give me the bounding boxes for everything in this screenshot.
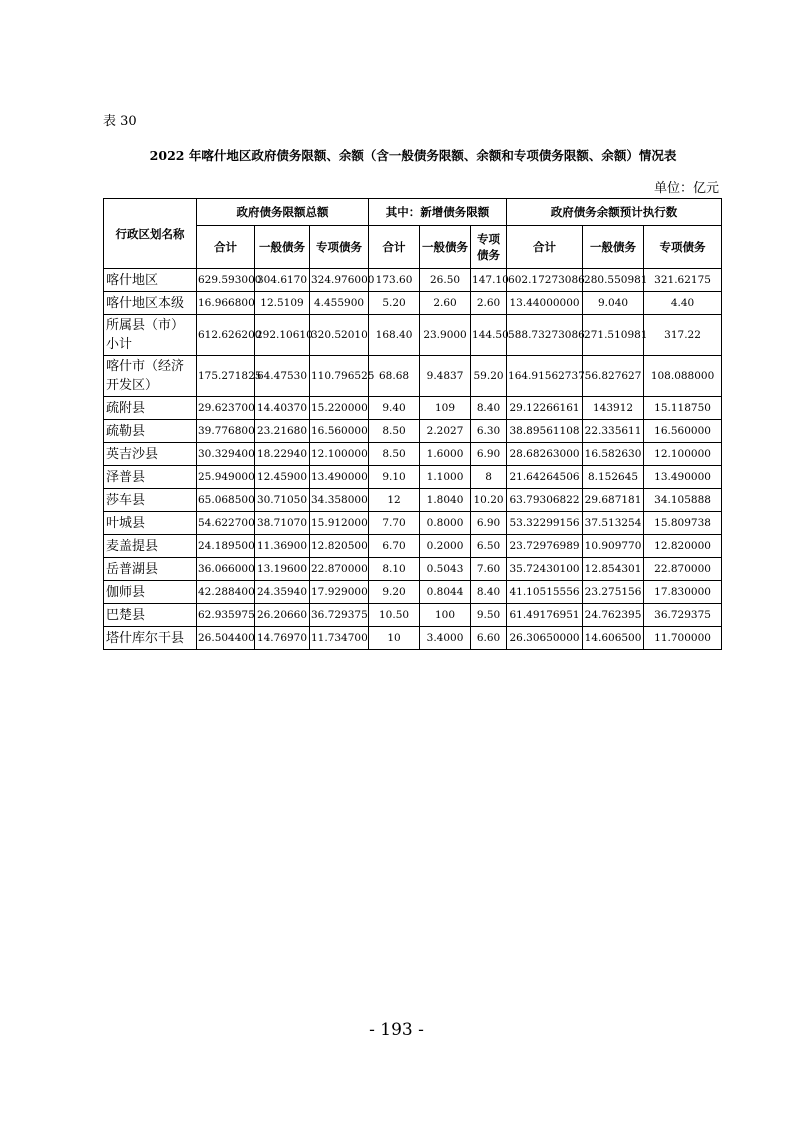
value-cell: 42.288400 [197, 581, 255, 604]
table-row [104, 558, 722, 581]
subheader-special: 专项债务 [310, 226, 369, 269]
value-cell: 6.60 [471, 627, 507, 650]
value-cell: 9.50 [471, 604, 507, 627]
table-row [104, 356, 722, 397]
value-cell: 61.49176951 [507, 604, 583, 627]
table-row [104, 512, 722, 535]
value-cell: 0.5043 [420, 558, 471, 581]
value-cell: 68.68 [369, 356, 420, 397]
value-cell: 271.510981 [583, 315, 644, 356]
value-cell: 147.10 [471, 269, 507, 292]
value-cell: 38.89561108 [507, 420, 583, 443]
value-cell: 173.60 [369, 269, 420, 292]
table-row [104, 489, 722, 512]
value-cell: 54.622700 [197, 512, 255, 535]
value-cell: 25.949000 [197, 466, 255, 489]
value-cell: 10.50 [369, 604, 420, 627]
value-cell: 9.20 [369, 581, 420, 604]
value-cell: 15.220000 [310, 397, 369, 420]
value-cell: 37.513254 [583, 512, 644, 535]
value-cell: 16.560000 [310, 420, 369, 443]
region-name-cell: 麦盖提县 [104, 535, 197, 558]
value-cell: 14.76970 [255, 627, 310, 650]
value-cell: 36.729375 [310, 604, 369, 627]
region-name-cell: 疏附县 [104, 397, 197, 420]
value-cell: 35.72430100 [507, 558, 583, 581]
value-cell: 22.870000 [644, 558, 722, 581]
value-cell: 16.966800 [197, 292, 255, 315]
value-cell: 9.10 [369, 466, 420, 489]
value-cell: 8.50 [369, 420, 420, 443]
value-cell: 11.734700 [310, 627, 369, 650]
page-number: - 193 - [369, 1020, 424, 1040]
subheader-total: 合计 [369, 226, 420, 269]
table-row [104, 535, 722, 558]
value-cell: 10.909770 [583, 535, 644, 558]
value-cell: 12.854301 [583, 558, 644, 581]
region-name-cell: 喀什地区 [104, 269, 197, 292]
value-cell: 22.335611 [583, 420, 644, 443]
value-cell: 8.40 [471, 581, 507, 604]
value-cell: 24.762395 [583, 604, 644, 627]
value-cell: 0.2000 [420, 535, 471, 558]
value-cell: 30.71050 [255, 489, 310, 512]
table-row [104, 581, 722, 604]
region-name-cell: 所属县（市）小计 [104, 315, 197, 356]
table-row [104, 420, 722, 443]
value-cell: 63.79306822 [507, 489, 583, 512]
value-cell: 14.606500 [583, 627, 644, 650]
value-cell: 164.91562737 [507, 356, 583, 397]
value-cell: 12 [369, 489, 420, 512]
region-name-cell: 喀什市（经济开发区） [104, 356, 197, 397]
subheader-general: 一般债务 [583, 226, 644, 269]
value-cell: 321.62175 [644, 269, 722, 292]
value-cell: 11.700000 [644, 627, 722, 650]
subheader-general: 一般债务 [255, 226, 310, 269]
value-cell: 5.20 [369, 292, 420, 315]
subheader-total: 合计 [197, 226, 255, 269]
value-cell: 24.189500 [197, 535, 255, 558]
value-cell: 9.40 [369, 397, 420, 420]
value-cell: 629.593000 [197, 269, 255, 292]
value-cell: 4.455900 [310, 292, 369, 315]
value-cell: 6.90 [471, 512, 507, 535]
value-cell: 65.068500 [197, 489, 255, 512]
value-cell: 26.50 [420, 269, 471, 292]
value-cell: 26.504400 [197, 627, 255, 650]
subheader-special: 专项债务 [471, 226, 507, 269]
header-region: 行政区划名称 [104, 199, 197, 269]
value-cell: 36.066000 [197, 558, 255, 581]
value-cell: 11.36900 [255, 535, 310, 558]
value-cell: 4.40 [644, 292, 722, 315]
value-cell: 41.10515556 [507, 581, 583, 604]
value-cell: 13.44000000 [507, 292, 583, 315]
value-cell: 12.45900 [255, 466, 310, 489]
subheader-general: 一般债务 [420, 226, 471, 269]
value-cell: 0.8044 [420, 581, 471, 604]
value-cell: 39.776800 [197, 420, 255, 443]
value-cell: 24.35940 [255, 581, 310, 604]
value-cell: 8.40 [471, 397, 507, 420]
value-cell: 0.8000 [420, 512, 471, 535]
value-cell: 36.729375 [644, 604, 722, 627]
region-name-cell: 莎车县 [104, 489, 197, 512]
value-cell: 110.796525 [310, 356, 369, 397]
value-cell: 26.20660 [255, 604, 310, 627]
subheader-special: 专项债务 [644, 226, 722, 269]
table-row [104, 292, 722, 315]
value-cell: 12.820500 [310, 535, 369, 558]
value-cell: 12.100000 [644, 443, 722, 466]
value-cell: 109 [420, 397, 471, 420]
value-cell: 22.870000 [310, 558, 369, 581]
value-cell: 15.809738 [644, 512, 722, 535]
region-name-cell: 喀什地区本级 [104, 292, 197, 315]
region-name-cell: 岳普湖县 [104, 558, 197, 581]
value-cell: 6.70 [369, 535, 420, 558]
value-cell: 317.22 [644, 315, 722, 356]
value-cell: 324.976000 [310, 269, 369, 292]
value-cell: 1.6000 [420, 443, 471, 466]
region-name-cell: 叶城县 [104, 512, 197, 535]
value-cell: 304.6170 [255, 269, 310, 292]
value-cell: 2.60 [471, 292, 507, 315]
value-cell: 602.17273086 [507, 269, 583, 292]
value-cell: 29.12266161 [507, 397, 583, 420]
value-cell: 612.626200 [197, 315, 255, 356]
value-cell: 13.490000 [644, 466, 722, 489]
value-cell: 26.30650000 [507, 627, 583, 650]
subheader-total: 合计 [507, 226, 583, 269]
value-cell: 6.90 [471, 443, 507, 466]
value-cell: 28.68263000 [507, 443, 583, 466]
value-cell: 59.20 [471, 356, 507, 397]
value-cell: 23.72976989 [507, 535, 583, 558]
value-cell: 12.820000 [644, 535, 722, 558]
table-row [104, 315, 722, 356]
table-row [104, 443, 722, 466]
table-row [104, 627, 722, 650]
value-cell: 9.040 [583, 292, 644, 315]
value-cell: 1.1000 [420, 466, 471, 489]
header-debt-limit-total: 政府债务限额总额 [197, 199, 369, 226]
value-cell: 62.935975 [197, 604, 255, 627]
value-cell: 168.40 [369, 315, 420, 356]
value-cell: 15.912000 [310, 512, 369, 535]
region-name-cell: 疏勒县 [104, 420, 197, 443]
table-row [104, 466, 722, 489]
value-cell: 12.100000 [310, 443, 369, 466]
value-cell: 2.60 [420, 292, 471, 315]
value-cell: 34.358000 [310, 489, 369, 512]
value-cell: 23.9000 [420, 315, 471, 356]
value-cell: 10.20 [471, 489, 507, 512]
value-cell: 292.10610 [255, 315, 310, 356]
header-new-debt-limit: 其中：新增债务限额 [369, 199, 507, 226]
value-cell: 6.30 [471, 420, 507, 443]
value-cell: 12.5109 [255, 292, 310, 315]
value-cell: 3.4000 [420, 627, 471, 650]
value-cell: 17.830000 [644, 581, 722, 604]
value-cell: 108.088000 [644, 356, 722, 397]
value-cell: 10 [369, 627, 420, 650]
region-name-cell: 巴楚县 [104, 604, 197, 627]
value-cell: 100 [420, 604, 471, 627]
table-number: 表 30 [103, 114, 137, 129]
value-cell: 280.550981 [583, 269, 644, 292]
header-debt-balance: 政府债务余额预计执行数 [507, 199, 722, 226]
value-cell: 144.50 [471, 315, 507, 356]
value-cell: 56.827627 [583, 356, 644, 397]
debt-table [103, 198, 722, 650]
value-cell: 320.52010 [310, 315, 369, 356]
value-cell: 17.929000 [310, 581, 369, 604]
value-cell: 53.32299156 [507, 512, 583, 535]
value-cell: 8.152645 [583, 466, 644, 489]
unit-label: 单位：亿元 [653, 181, 719, 196]
value-cell: 175.271825 [197, 356, 255, 397]
table-row [104, 269, 722, 292]
value-cell: 29.687181 [583, 489, 644, 512]
value-cell: 34.105888 [644, 489, 722, 512]
value-cell: 23.275156 [583, 581, 644, 604]
value-cell: 143912 [583, 397, 644, 420]
value-cell: 15.118750 [644, 397, 722, 420]
value-cell: 18.22940 [255, 443, 310, 466]
table-row [104, 604, 722, 627]
value-cell: 1.8040 [420, 489, 471, 512]
region-name-cell: 伽师县 [104, 581, 197, 604]
region-name-cell: 泽普县 [104, 466, 197, 489]
region-name-cell: 英吉沙县 [104, 443, 197, 466]
value-cell: 16.582630 [583, 443, 644, 466]
value-cell: 8.10 [369, 558, 420, 581]
value-cell: 6.50 [471, 535, 507, 558]
region-name-cell: 塔什库尔干县 [104, 627, 197, 650]
table-row [104, 397, 722, 420]
value-cell: 588.73273086 [507, 315, 583, 356]
value-cell: 21.64264506 [507, 466, 583, 489]
value-cell: 2.2027 [420, 420, 471, 443]
value-cell: 23.21680 [255, 420, 310, 443]
value-cell: 30.329400 [197, 443, 255, 466]
value-cell: 29.623700 [197, 397, 255, 420]
value-cell: 64.47530 [255, 356, 310, 397]
value-cell: 9.4837 [420, 356, 471, 397]
value-cell: 7.70 [369, 512, 420, 535]
value-cell: 38.71070 [255, 512, 310, 535]
value-cell: 7.60 [471, 558, 507, 581]
value-cell: 14.40370 [255, 397, 310, 420]
value-cell: 16.560000 [644, 420, 722, 443]
value-cell: 13.19600 [255, 558, 310, 581]
value-cell: 13.490000 [310, 466, 369, 489]
value-cell: 8 [471, 466, 507, 489]
value-cell: 8.50 [369, 443, 420, 466]
table-title: 2022 年喀什地区政府债务限额、余额（含一般债务限额、余额和专项债务限额、余额）情况表 [149, 148, 677, 163]
